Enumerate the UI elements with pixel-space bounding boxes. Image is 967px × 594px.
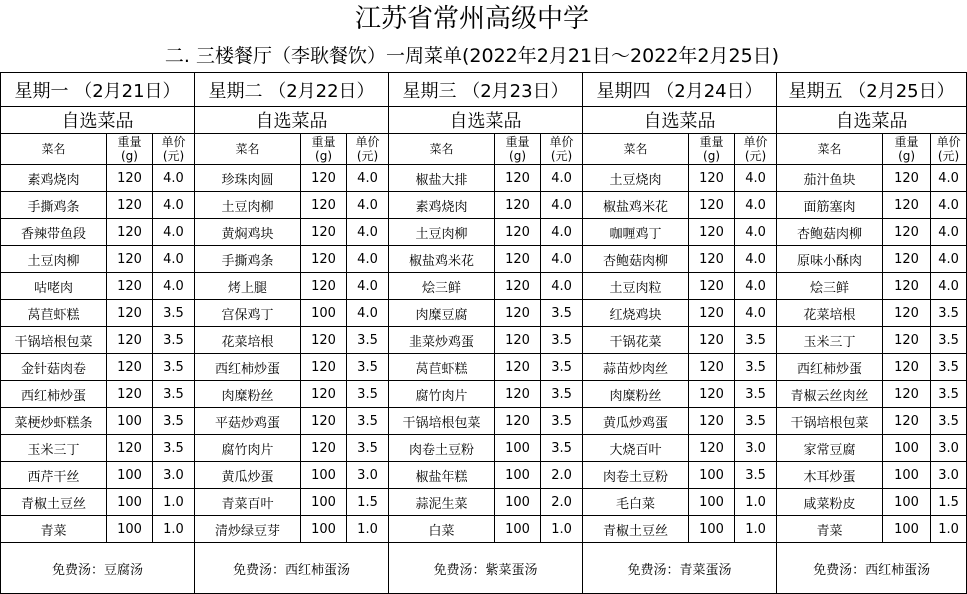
dish-name: 菜梗炒虾糕条 [1, 408, 107, 435]
day-title-1: 星期一 （2月21日） [1, 73, 195, 107]
dish-weight: 120 [301, 435, 347, 462]
dish-name: 青椒土豆丝 [583, 516, 689, 543]
column-header-row [1, 134, 967, 165]
dish-price: 3.5 [931, 408, 967, 435]
day-header-row [1, 73, 967, 107]
dish-weight: 120 [107, 219, 153, 246]
dish-price: 2.0 [541, 489, 583, 516]
dish-name: 椒盐年糕 [389, 462, 495, 489]
dish-price: 3.5 [541, 327, 583, 354]
dish-price: 3.5 [735, 462, 777, 489]
dish-price: 4.0 [541, 246, 583, 273]
dish-name: 毛白菜 [583, 489, 689, 516]
dish-weight: 120 [883, 192, 931, 219]
dish-weight: 120 [689, 219, 735, 246]
dish-weight: 120 [301, 165, 347, 192]
dish-weight: 120 [689, 300, 735, 327]
dish-weight: 120 [107, 246, 153, 273]
dish-price: 4.0 [541, 219, 583, 246]
dish-weight: 120 [301, 408, 347, 435]
dish-price: 3.5 [541, 300, 583, 327]
dish-name: 黄瓜炒蛋 [195, 462, 301, 489]
dish-weight: 120 [689, 327, 735, 354]
dish-weight: 100 [301, 489, 347, 516]
dish-weight: 120 [495, 381, 541, 408]
dish-name: 家常豆腐 [777, 435, 883, 462]
dish-weight: 120 [883, 246, 931, 273]
dish-name: 莴苣虾糕 [1, 300, 107, 327]
dish-price: 3.5 [347, 354, 389, 381]
dish-weight: 120 [107, 381, 153, 408]
col-header-dish: 菜名 [777, 134, 883, 165]
dish-name: 烩三鲜 [777, 273, 883, 300]
dish-weight: 120 [107, 435, 153, 462]
dish-price: 4.0 [541, 165, 583, 192]
dish-name: 青菜 [777, 516, 883, 543]
dish-name: 肉卷土豆粉 [389, 435, 495, 462]
dish-weight: 100 [883, 462, 931, 489]
table-row [1, 327, 967, 354]
dish-price: 4.0 [153, 192, 195, 219]
dish-weight: 120 [495, 246, 541, 273]
dish-name: 土豆肉柳 [389, 219, 495, 246]
col-header-price: 单价 (元) [735, 134, 777, 165]
dish-weight: 100 [883, 516, 931, 543]
dish-price: 3.5 [931, 327, 967, 354]
dish-price: 2.0 [541, 462, 583, 489]
dish-price: 4.0 [541, 192, 583, 219]
dish-name: 花菜培根 [777, 300, 883, 327]
dish-name: 莴苣虾糕 [389, 354, 495, 381]
dish-weight: 120 [107, 165, 153, 192]
day-title-5: 星期五 （2月25日） [777, 73, 967, 107]
table-row [1, 300, 967, 327]
dish-price: 1.0 [153, 489, 195, 516]
dish-name: 腐竹肉片 [195, 435, 301, 462]
dish-price: 3.0 [931, 435, 967, 462]
dish-weight: 120 [301, 273, 347, 300]
dish-price: 3.5 [153, 408, 195, 435]
dish-name: 土豆烧肉 [583, 165, 689, 192]
col-header-weight: 重量 (g) [107, 134, 153, 165]
dish-name: 青椒土豆丝 [1, 489, 107, 516]
dish-name: 土豆肉柳 [1, 246, 107, 273]
dish-weight: 120 [107, 327, 153, 354]
dish-price: 3.5 [931, 381, 967, 408]
dish-price: 3.5 [153, 354, 195, 381]
dish-price: 4.0 [347, 300, 389, 327]
dish-name: 茄汁鱼块 [777, 165, 883, 192]
dish-weight: 120 [883, 327, 931, 354]
section-row [1, 107, 967, 134]
dish-weight: 120 [301, 219, 347, 246]
col-header-weight: 重量 (g) [883, 134, 931, 165]
dish-price: 1.0 [735, 516, 777, 543]
dish-name: 肉糜豆腐 [389, 300, 495, 327]
dish-weight: 120 [301, 192, 347, 219]
dish-name: 杏鲍菇肉柳 [583, 246, 689, 273]
dish-price: 4.0 [153, 273, 195, 300]
dish-weight: 120 [689, 354, 735, 381]
day-title-4: 星期四 （2月24日） [583, 73, 777, 107]
dish-price: 1.0 [931, 516, 967, 543]
dish-price: 4.0 [153, 219, 195, 246]
dish-name: 土豆肉粒 [583, 273, 689, 300]
dish-weight: 120 [689, 273, 735, 300]
col-header-price: 单价 (元) [931, 134, 967, 165]
table-row [1, 489, 967, 516]
dish-weight: 120 [495, 300, 541, 327]
dish-name: 咖喱鸡丁 [583, 219, 689, 246]
dish-price: 4.0 [931, 219, 967, 246]
dish-weight: 120 [495, 327, 541, 354]
dish-name: 腐竹肉片 [389, 381, 495, 408]
dish-name: 青菜百叶 [195, 489, 301, 516]
dish-name: 黄焖鸡块 [195, 219, 301, 246]
page-subtitle: 二. 三楼餐厅（李耿餐饮）一周菜单(2022年2月21日～2022年2月25日) [164, 45, 780, 67]
dish-name: 青椒云丝肉丝 [777, 381, 883, 408]
dish-weight: 100 [301, 462, 347, 489]
dish-name: 素鸡烧肉 [389, 192, 495, 219]
dish-weight: 120 [689, 435, 735, 462]
dish-price: 3.5 [735, 327, 777, 354]
dish-price: 4.0 [931, 273, 967, 300]
dish-price: 4.0 [347, 192, 389, 219]
dish-price: 3.5 [541, 408, 583, 435]
dish-name: 金针菇肉卷 [1, 354, 107, 381]
dish-weight: 120 [301, 327, 347, 354]
dish-name: 面筋塞肉 [777, 192, 883, 219]
day-title-2: 星期二 （2月22日） [195, 73, 389, 107]
dish-weight: 100 [883, 489, 931, 516]
dish-name: 蒜泥生菜 [389, 489, 495, 516]
table-row [1, 435, 967, 462]
free-soup-4: 免费汤：青菜蛋汤 [583, 543, 777, 594]
dish-weight: 100 [107, 462, 153, 489]
dish-weight: 100 [689, 489, 735, 516]
dish-price: 4.0 [735, 192, 777, 219]
dish-name: 原味小酥肉 [777, 246, 883, 273]
weekly-menu-table [0, 72, 967, 594]
dish-name: 椒盐鸡米花 [389, 246, 495, 273]
dish-weight: 120 [689, 165, 735, 192]
dish-price: 1.0 [153, 516, 195, 543]
dish-weight: 120 [883, 300, 931, 327]
dish-name: 黄瓜炒鸡蛋 [583, 408, 689, 435]
dish-name: 椒盐大排 [389, 165, 495, 192]
dish-price: 3.5 [735, 354, 777, 381]
dish-weight: 100 [301, 300, 347, 327]
dish-price: 4.0 [153, 165, 195, 192]
dish-name: 红烧鸡块 [583, 300, 689, 327]
dish-price: 3.5 [347, 435, 389, 462]
free-soup-5: 免费汤：西红柿蛋汤 [777, 543, 967, 594]
dish-price: 3.5 [153, 435, 195, 462]
dish-weight: 100 [495, 489, 541, 516]
dish-name: 手撕鸡条 [1, 192, 107, 219]
dish-price: 3.0 [931, 462, 967, 489]
dish-weight: 120 [495, 219, 541, 246]
dish-price: 4.0 [153, 246, 195, 273]
dish-price: 3.5 [541, 435, 583, 462]
dish-price: 1.0 [735, 489, 777, 516]
dish-weight: 100 [107, 489, 153, 516]
dish-price: 1.0 [347, 516, 389, 543]
table-row [1, 408, 967, 435]
dish-price: 3.5 [541, 381, 583, 408]
table-row [1, 246, 967, 273]
dish-price: 3.5 [931, 354, 967, 381]
col-header-price: 单价 (元) [541, 134, 583, 165]
dish-price: 4.0 [931, 246, 967, 273]
dish-price: 3.5 [347, 327, 389, 354]
dish-weight: 100 [107, 408, 153, 435]
dish-weight: 100 [495, 435, 541, 462]
col-header-weight: 重量 (g) [689, 134, 735, 165]
dish-weight: 120 [495, 192, 541, 219]
dish-weight: 100 [495, 462, 541, 489]
dish-name: 西红柿炒蛋 [777, 354, 883, 381]
dish-price: 1.5 [931, 489, 967, 516]
dish-price: 3.0 [347, 462, 389, 489]
dish-name: 肉糜粉丝 [583, 381, 689, 408]
dish-name: 清炒绿豆芽 [195, 516, 301, 543]
dish-name: 干锅培根包菜 [777, 408, 883, 435]
dish-name: 香辣带鱼段 [1, 219, 107, 246]
col-header-dish: 菜名 [389, 134, 495, 165]
dish-price: 4.0 [347, 165, 389, 192]
free-soup-row [1, 543, 967, 594]
dish-name: 素鸡烧肉 [1, 165, 107, 192]
dish-price: 4.0 [347, 246, 389, 273]
free-soup-3: 免费汤：紫菜蛋汤 [389, 543, 583, 594]
dish-name: 西芹干丝 [1, 462, 107, 489]
dish-weight: 120 [689, 192, 735, 219]
dish-name: 蒜苗炒肉丝 [583, 354, 689, 381]
dish-price: 4.0 [735, 300, 777, 327]
dish-name: 干锅培根包菜 [1, 327, 107, 354]
section-label: 自选菜品 [777, 107, 967, 134]
dish-weight: 120 [883, 408, 931, 435]
dish-price: 3.5 [347, 408, 389, 435]
dish-name: 肉卷土豆粉 [583, 462, 689, 489]
dish-name: 烩三鲜 [389, 273, 495, 300]
dish-price: 1.0 [541, 516, 583, 543]
dish-name: 咸菜粉皮 [777, 489, 883, 516]
dish-weight: 100 [689, 462, 735, 489]
col-header-price: 单价 (元) [347, 134, 389, 165]
dish-name: 花菜培根 [195, 327, 301, 354]
section-label: 自选菜品 [1, 107, 195, 134]
dish-price: 4.0 [735, 246, 777, 273]
table-row [1, 516, 967, 543]
dish-name: 宫保鸡丁 [195, 300, 301, 327]
dish-weight: 100 [495, 516, 541, 543]
dish-weight: 120 [883, 381, 931, 408]
dish-name: 玉米三丁 [1, 435, 107, 462]
dish-name: 青菜 [1, 516, 107, 543]
dish-price: 3.5 [735, 381, 777, 408]
dish-weight: 100 [301, 516, 347, 543]
table-row [1, 462, 967, 489]
section-label: 自选菜品 [195, 107, 389, 134]
table-row [1, 192, 967, 219]
dish-name: 西红柿炒蛋 [195, 354, 301, 381]
dish-weight: 120 [689, 408, 735, 435]
dish-price: 3.5 [153, 300, 195, 327]
col-header-dish: 菜名 [583, 134, 689, 165]
dish-name: 西红柿炒蛋 [1, 381, 107, 408]
day-title-3: 星期三 （2月23日） [389, 73, 583, 107]
dish-weight: 120 [883, 165, 931, 192]
dish-price: 1.5 [347, 489, 389, 516]
dish-price: 3.5 [931, 300, 967, 327]
dish-price: 4.0 [347, 219, 389, 246]
dish-weight: 100 [107, 516, 153, 543]
col-header-weight: 重量 (g) [495, 134, 541, 165]
dish-price: 4.0 [735, 273, 777, 300]
dish-name: 椒盐鸡米花 [583, 192, 689, 219]
table-row [1, 165, 967, 192]
dish-name: 烤上腿 [195, 273, 301, 300]
dish-name: 杏鲍菇肉柳 [777, 219, 883, 246]
col-header-weight: 重量 (g) [301, 134, 347, 165]
dish-weight: 100 [689, 516, 735, 543]
col-header-price: 单价 (元) [153, 134, 195, 165]
dish-weight: 120 [495, 165, 541, 192]
dish-weight: 120 [107, 192, 153, 219]
dish-weight: 100 [883, 435, 931, 462]
dish-price: 3.0 [735, 435, 777, 462]
dish-price: 4.0 [347, 273, 389, 300]
section-label: 自选菜品 [389, 107, 583, 134]
dish-price: 4.0 [931, 165, 967, 192]
dish-name: 肉糜粉丝 [195, 381, 301, 408]
dish-weight: 120 [107, 354, 153, 381]
dish-weight: 120 [883, 354, 931, 381]
dish-price: 3.5 [541, 354, 583, 381]
dish-name: 手撕鸡条 [195, 246, 301, 273]
dish-name: 大烧百叶 [583, 435, 689, 462]
dish-weight: 120 [495, 273, 541, 300]
dish-weight: 120 [883, 219, 931, 246]
dish-weight: 120 [301, 354, 347, 381]
dish-price: 4.0 [735, 165, 777, 192]
dish-price: 4.0 [931, 192, 967, 219]
dish-name: 土豆肉柳 [195, 192, 301, 219]
dish-price: 3.5 [153, 381, 195, 408]
dish-price: 3.5 [347, 381, 389, 408]
col-header-dish: 菜名 [1, 134, 107, 165]
dish-weight: 120 [495, 408, 541, 435]
col-header-dish: 菜名 [195, 134, 301, 165]
dish-name: 木耳炒蛋 [777, 462, 883, 489]
dish-name: 韭菜炒鸡蛋 [389, 327, 495, 354]
table-row [1, 219, 967, 246]
dish-weight: 120 [689, 246, 735, 273]
dish-weight: 120 [689, 381, 735, 408]
free-soup-2: 免费汤：西红柿蛋汤 [195, 543, 389, 594]
table-row [1, 381, 967, 408]
dish-weight: 120 [107, 273, 153, 300]
table-row [1, 354, 967, 381]
dish-name: 玉米三丁 [777, 327, 883, 354]
dish-price: 4.0 [735, 219, 777, 246]
table-row [1, 273, 967, 300]
dish-weight: 120 [301, 381, 347, 408]
dish-name: 珍珠肉圆 [195, 165, 301, 192]
dish-name: 白菜 [389, 516, 495, 543]
dish-weight: 120 [495, 354, 541, 381]
free-soup-1: 免费汤：豆腐汤 [1, 543, 195, 594]
dish-name: 平菇炒鸡蛋 [195, 408, 301, 435]
dish-price: 3.0 [153, 462, 195, 489]
dish-price: 4.0 [541, 273, 583, 300]
dish-weight: 120 [107, 300, 153, 327]
dish-price: 3.5 [153, 327, 195, 354]
dish-price: 3.5 [735, 408, 777, 435]
dish-name: 咕咾肉 [1, 273, 107, 300]
dish-weight: 120 [301, 246, 347, 273]
dish-name: 干锅花菜 [583, 327, 689, 354]
dish-weight: 120 [883, 273, 931, 300]
page-title: 江苏省常州高级中学 [354, 4, 589, 34]
dish-name: 干锅培根包菜 [389, 408, 495, 435]
section-label: 自选菜品 [583, 107, 777, 134]
